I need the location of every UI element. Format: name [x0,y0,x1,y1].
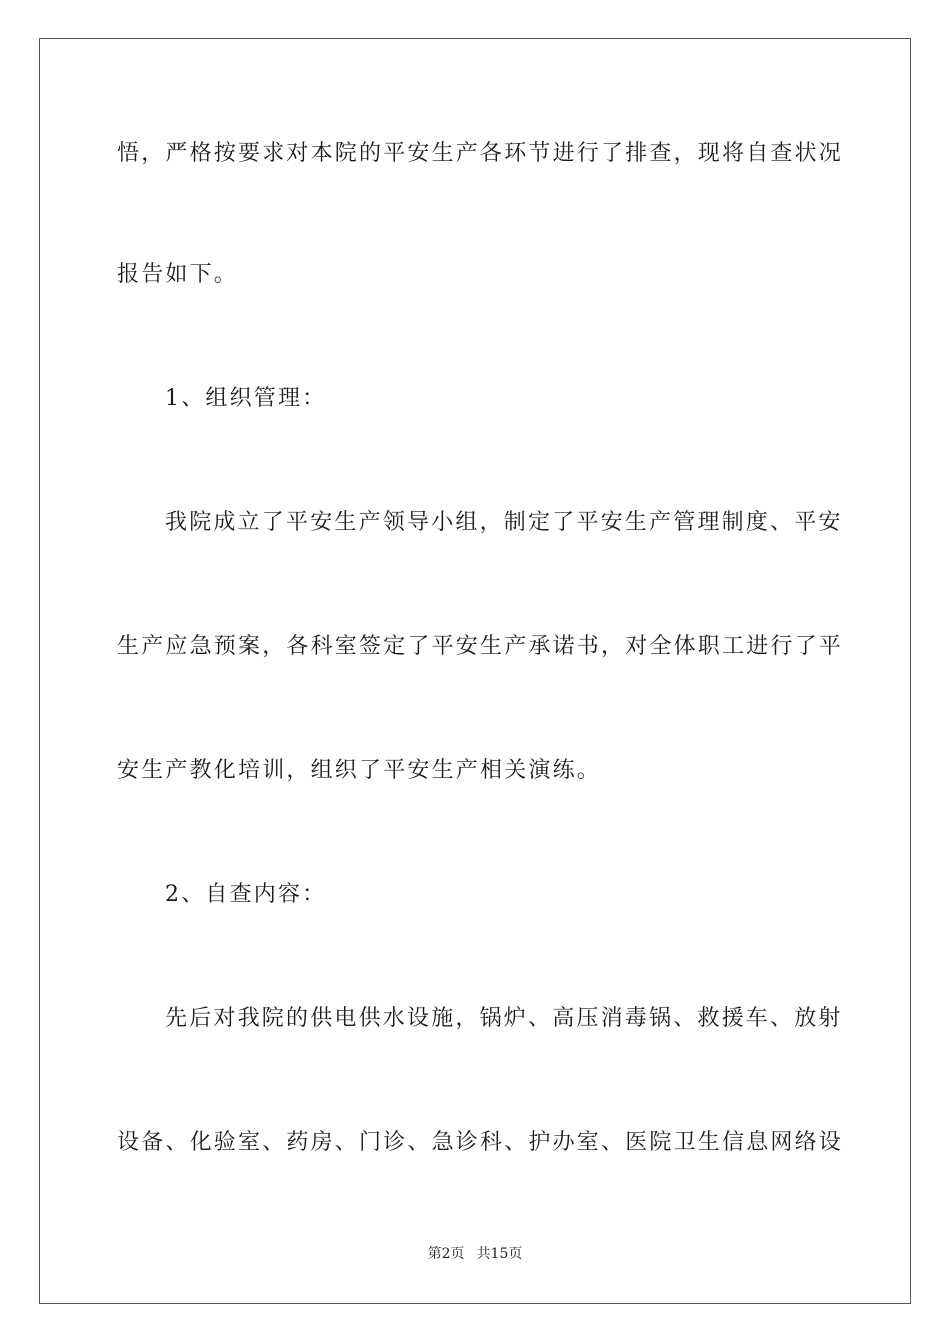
page-frame [39,38,911,1304]
body-text-line: 报告如下。 [117,262,239,287]
section-heading-self-check: 2、自查内容： [165,882,327,907]
body-text-line: 安生产教化培训，组织了平安生产相关演练。 [117,758,602,783]
body-text-line: 悟，严格按要求对本院的平安生产各环节进行了排查，现将自查状况 [117,141,844,166]
body-text-line: 先后对我院的供电供水设施，锅炉、高压消毒锅、救援车、放射 [165,1006,843,1031]
body-text-line: 我院成立了平安生产领导小组，制定了平安生产管理制度、平安 [165,510,843,535]
section-heading-organization: 1、组织管理： [165,386,327,411]
total-pages: 共15页 [476,1246,523,1262]
body-text-line: 生产应急预案，各科室签定了平安生产承诺书，对全体职工进行了平 [117,634,844,659]
page-footer [0,1244,950,1264]
page-number: 第2页 [427,1246,465,1262]
body-text-line: 设备、化验室、药房、门诊、急诊科、护办室、医院卫生信息网络设 [117,1130,844,1155]
